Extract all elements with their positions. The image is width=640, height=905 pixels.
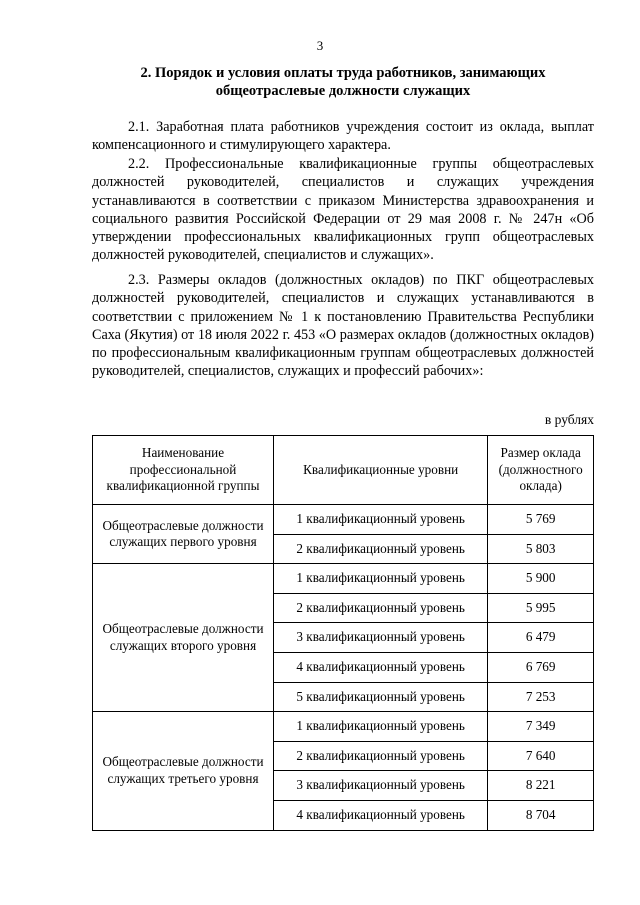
qualification-level-cell: 5 квалификационный уровень	[274, 682, 488, 712]
paragraph-2-2: 2.2. Профессиональные квалификационные группы общеотраслевых должностей руководителей, специалистов и служащих учреждения устанавливаются в соответствии с приказом Министерства здравоохранения и социального развития Российской Федерации от 29 мая 2008 г. № 247н «Об утверждении профессиональных квалификационных групп общеотраслевых должностей руководителей, специалистов и служащих».	[92, 156, 594, 264]
group-name-cell: Общеотраслевые должности служащих второго уровня	[93, 564, 274, 712]
table-row	[93, 564, 594, 594]
salary-table-header	[93, 436, 594, 505]
qualification-level-cell: 4 квалификационный уровень	[274, 652, 488, 682]
qualification-level-cell: 1 квалификационный уровень	[274, 564, 488, 594]
section-title	[92, 64, 594, 100]
header-group-name: Наименование профессиональной квалификационной группы	[93, 436, 274, 505]
section-title-line-2: общеотраслевые должности служащих	[215, 83, 471, 99]
salary-cell: 7 640	[488, 741, 594, 771]
salary-cell: 5 995	[488, 593, 594, 623]
salary-table	[92, 435, 594, 831]
paragraph-2-1: 2.1. Заработная плата работников учреждения состоит из оклада, выплат компенсационного и стимулирующего характера.	[92, 119, 594, 154]
header-qualification-level: Квалификационные уровни	[274, 436, 488, 505]
paragraph-2-3: 2.3. Размеры окладов (должностных окладов) по ПКГ общеотраслевых должностей руководителей, специалистов и служащих устанавливаются в соответствии с приложением № 1 к постановлению Правительства Республики Саха (Якутия) от 18 июля 2022 г. 453 «О размерах окладов (должностных окладов) по профессиональным квалификационным группам общеотраслевых должностей руководителей, специалистов, служащих и профессий рабочих»:	[92, 272, 594, 380]
page-number: 3	[316, 38, 324, 53]
qualification-level-cell: 3 квалификационный уровень	[274, 771, 488, 801]
currency-unit-note: в рублях	[544, 412, 594, 427]
salary-cell: 5 769	[488, 505, 594, 535]
qualification-level-cell: 1 квалификационный уровень	[274, 712, 488, 742]
qualification-level-cell: 2 квалификационный уровень	[274, 534, 488, 564]
header-salary: Размер оклада (должностного оклада)	[488, 436, 594, 505]
salary-cell: 8 704	[488, 800, 594, 830]
group-name-cell: Общеотраслевые должности служащих третьего уровня	[93, 712, 274, 830]
salary-cell: 6 769	[488, 652, 594, 682]
qualification-level-cell: 2 квалификационный уровень	[274, 741, 488, 771]
qualification-level-cell: 2 квалификационный уровень	[274, 593, 488, 623]
header-row	[93, 436, 594, 505]
qualification-level-cell: 1 квалификационный уровень	[274, 505, 488, 535]
table-row	[93, 712, 594, 742]
salary-table-body	[93, 505, 594, 831]
qualification-level-cell: 3 квалификационный уровень	[274, 623, 488, 653]
section-title-line-1: 2. Порядок и условия оплаты труда работников, занимающих	[140, 65, 546, 81]
salary-cell: 6 479	[488, 623, 594, 653]
salary-cell: 8 221	[488, 771, 594, 801]
table-row	[93, 505, 594, 535]
salary-cell: 7 349	[488, 712, 594, 742]
salary-cell: 5 900	[488, 564, 594, 594]
qualification-level-cell: 4 квалификационный уровень	[274, 800, 488, 830]
salary-cell: 5 803	[488, 534, 594, 564]
group-name-cell: Общеотраслевые должности служащих первого уровня	[93, 505, 274, 564]
salary-cell: 7 253	[488, 682, 594, 712]
